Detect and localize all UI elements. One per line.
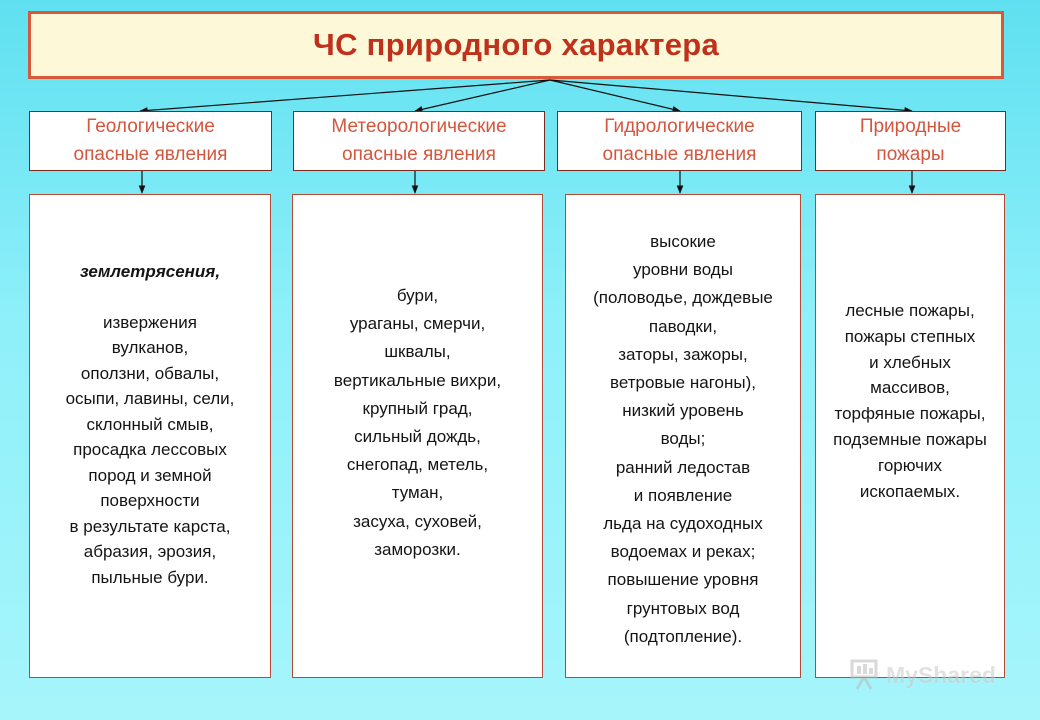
list-item: высокие [650, 232, 716, 251]
list-item: крупный град, [362, 398, 473, 418]
list-item: и появление [633, 485, 733, 505]
list-meteorological [292, 194, 543, 678]
list-item: абразия, эрозия, [83, 542, 217, 561]
list-item: извержения [103, 312, 197, 332]
list-item: уровни воды [633, 260, 733, 280]
list-item: шквалы, [384, 342, 451, 362]
list-item: ранний ледостав [615, 457, 751, 477]
category-meteorological-label: Метеорологические опасные явления [331, 116, 507, 165]
list-item-lead: землетрясения, [79, 262, 221, 281]
category-fires [815, 111, 1006, 171]
list-item: поверхности [100, 491, 200, 510]
list-item: грунтовых вод [626, 598, 740, 618]
list-item: туман, [391, 483, 444, 503]
page-title: ЧС природного характера [312, 27, 720, 62]
list-hydrological [565, 194, 801, 678]
list-item: сильный дождь, [354, 427, 481, 447]
list-item: ветровые нагоны), [610, 373, 756, 393]
connector-geological [140, 80, 550, 111]
list-item: оползни, обвалы, [80, 363, 220, 383]
list-item: пород и земной [88, 465, 212, 485]
list-item: ископаемых. [859, 481, 961, 501]
list-item: и хлебных [869, 352, 951, 372]
connector-hydrological [550, 80, 680, 111]
list-item: лесные пожары, [845, 301, 975, 320]
list-item: бури, [396, 286, 439, 305]
list-item: горючих [878, 455, 942, 475]
category-geological [29, 111, 272, 171]
list-item: заморозки. [374, 539, 461, 559]
watermark [848, 657, 1008, 693]
list-item: в результате карста, [69, 516, 231, 536]
list-item: заторы, зажоры, [618, 344, 748, 364]
connector-fires [550, 80, 912, 111]
list-item: низкий уровень [622, 401, 744, 421]
list-item: склонный смыв, [86, 414, 214, 434]
list-item: водоемах и реках; [610, 542, 756, 562]
list-item: осыпи, лавины, сели, [65, 389, 235, 408]
category-meteorological [293, 111, 545, 171]
list-item: пожары степных [844, 326, 976, 346]
category-geological-label: Геологические опасные явления [73, 116, 228, 165]
list-item: льда на судоходных [603, 514, 763, 534]
list-item: вертикальные вихри, [333, 370, 502, 390]
list-fires [815, 194, 1005, 678]
list-item: повышение уровня [607, 570, 759, 590]
list-item: снегопад, метель, [346, 455, 489, 475]
list-item: засуха, суховей, [353, 511, 482, 531]
list-item: вулканов, [111, 338, 189, 357]
list-item: подземные пожары [833, 429, 987, 449]
list-item: паводки, [648, 316, 718, 336]
list-item: массивов, [870, 378, 950, 398]
list-item: (половодье, дождевые [593, 288, 773, 308]
category-fires-label: Природные пожары [859, 116, 962, 165]
list-item: просадка лессовых [73, 440, 227, 459]
list-item: торфяные пожары, [834, 404, 986, 424]
category-hydrological-label: Гидрологические опасные явления [602, 116, 757, 165]
list-item: пыльные бури. [91, 567, 209, 587]
list-item: воды; [660, 429, 706, 449]
presentation-icon [848, 659, 882, 691]
list-item: ураганы, смерчи, [349, 314, 486, 334]
category-hydrological [557, 111, 802, 171]
list-geological [29, 194, 271, 678]
watermark-text: MyShared [886, 661, 996, 688]
list-item: (подтопление). [623, 626, 743, 646]
